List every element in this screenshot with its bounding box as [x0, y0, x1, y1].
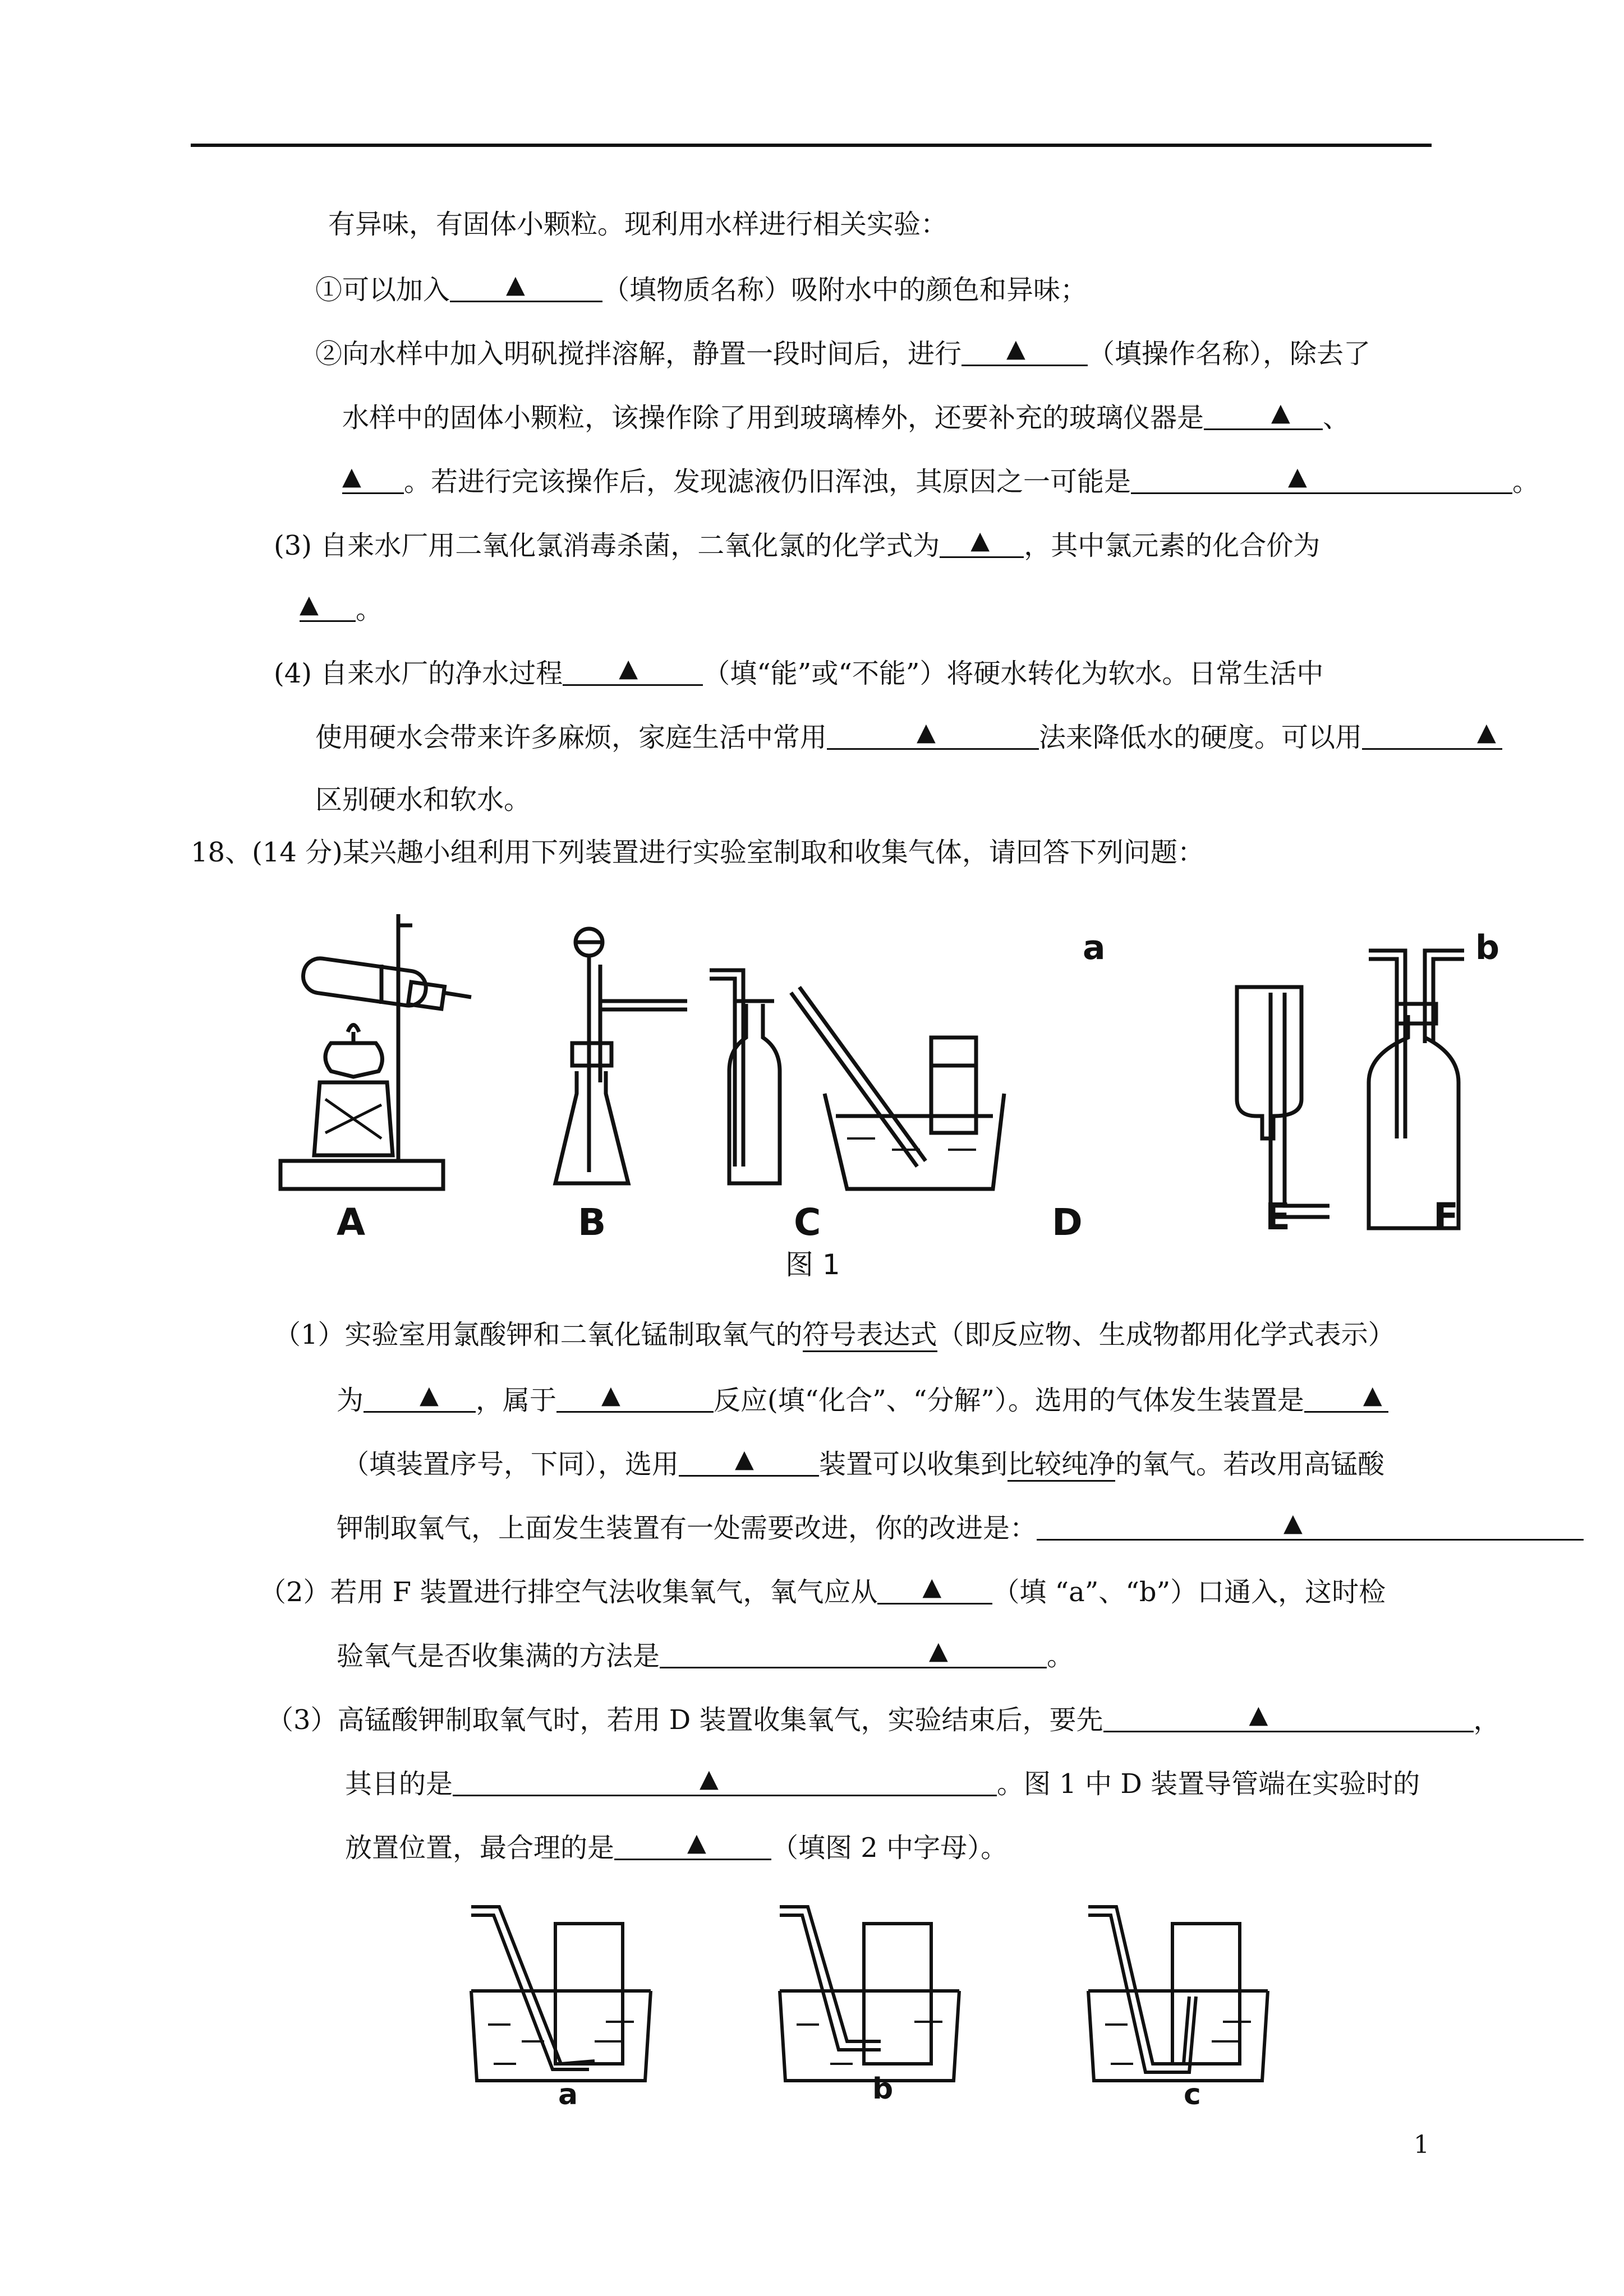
answer-blank[interactable]: ▲ [1103, 1702, 1474, 1732]
figure-1-label-d: D [1052, 1201, 1083, 1244]
text-line: 其目的是 ▲ 。图 1 中 D 装置导管端在实验时的 [345, 1764, 1420, 1800]
apparatus-d-water-trough [791, 987, 1004, 1189]
figure-1-label-b: B [578, 1201, 606, 1244]
answer-blank[interactable]: ▲ [827, 719, 1039, 750]
figure-1-label-e: E [1265, 1195, 1291, 1238]
figure-2-label-a: a [558, 2078, 578, 2111]
text-line: (3) 自来水厂用二氧化氯消毒杀菌，二氧化氯的化学式为 ▲ ，其中氯元素的化合价为 [274, 526, 1321, 561]
text-line: (4) 自来水厂的净水过程 ▲ （填“能”或“不能”）将硬水转化为软水。日常生活中 [274, 654, 1324, 689]
text-line: ▲ 。 [300, 590, 383, 625]
apparatus-f-wash-bottle [1369, 951, 1464, 1228]
text-line: ①可以加入 ▲ （填物质名称）吸附水中的颜色和异味； [315, 270, 1088, 306]
answer-blank[interactable]: ▲ [961, 335, 1088, 366]
text-line: 有异味，有固体小颗粒。现利用水样进行相关实验： [328, 209, 948, 240]
question-18-heading: 18、(14 分)某兴趣小组利用下列装置进行实验室制取和收集气体，请回答下列问题： [191, 837, 1204, 868]
text-line: ②向水样中加入明矾搅拌溶解，静置一段时间后，进行 ▲ （填操作名称），除去了 [315, 334, 1371, 370]
figure-2-label-c: c [1184, 2078, 1201, 2111]
text-line: 放置位置，最合理的是 ▲ （填图 2 中字母）。 [345, 1828, 1008, 1864]
answer-blank[interactable]: ▲ [660, 1638, 1047, 1668]
answer-blank[interactable]: ▲ [453, 1765, 997, 1796]
port-b-label: b [1475, 928, 1499, 967]
header-rule [191, 144, 1432, 147]
text-line: （1）实验室用氯酸钾和二氧化锰制取氧气的符号表达式（即反应物、生成物都用化学式表示） [274, 1318, 1395, 1352]
answer-blank[interactable]: ▲ [450, 271, 602, 302]
text-line: ▲ 。若进行完该操作后，发现滤液仍旧浑浊，其原因之一可能是 ▲ 。 [342, 462, 1540, 497]
answer-blank[interactable]: ▲ [1037, 1510, 1584, 1541]
answer-blank[interactable]: ▲ [1304, 1382, 1388, 1413]
text-line: 使用硬水会带来许多麻烦，家庭生活中常用 ▲ 法来降低水的硬度。可以用 ▲ [315, 719, 1502, 753]
figure-1-label-c: C [794, 1201, 821, 1244]
text-line: 区别硬水和软水。 [315, 784, 531, 815]
answer-blank[interactable]: ▲ [877, 1574, 992, 1605]
answer-blank[interactable]: ▲ [364, 1382, 476, 1413]
text-line: 钾制取氧气，上面发生装置有一处需要改进，你的改进是： ▲ [337, 1510, 1584, 1543]
answer-blank[interactable]: ▲ [1362, 719, 1502, 750]
apparatus-a-heating-setup [280, 914, 471, 1189]
figure-2-option-b [780, 1907, 959, 2081]
answer-blank[interactable]: ▲ [940, 527, 1024, 558]
figure-1-label-f: F [1433, 1195, 1459, 1238]
figure-2-tube-positions [460, 1896, 1290, 2097]
answer-blank[interactable]: ▲ [300, 591, 356, 622]
page-number: 1 [1414, 2131, 1429, 2159]
answer-blank[interactable]: ▲ [614, 1829, 771, 1860]
figure-2-option-c [1088, 1907, 1268, 2081]
text-line: 水样中的固体小颗粒，该操作除了用到玻璃棒外，还要补充的玻璃仪器是 ▲ 、 [342, 398, 1350, 434]
figure-1-caption: 图 1 [785, 1248, 840, 1281]
answer-blank[interactable]: ▲ [679, 1446, 819, 1477]
apparatus-e-inverted-bottle [1237, 987, 1329, 1217]
answer-blank[interactable]: ▲ [1131, 463, 1512, 494]
answer-blank[interactable]: ▲ [1204, 399, 1323, 430]
figure-2-label-b: b [872, 2072, 894, 2106]
text-line: 验氧气是否收集满的方法是 ▲ 。 [337, 1636, 1074, 1672]
answer-blank[interactable]: ▲ [342, 463, 404, 494]
figure-1-label-a: A [337, 1201, 366, 1244]
answer-blank[interactable]: ▲ [563, 655, 703, 686]
port-a-label: a [1083, 928, 1106, 967]
text-line: （3）高锰酸钾制取氧气时，若用 D 装置收集氧气，实验结束后，要先 ▲ ， [266, 1700, 1501, 1736]
apparatus-b-flask [555, 929, 687, 1183]
figure-2-option-a [471, 1907, 651, 2081]
text-line: （填装置序号，下同），选用 ▲ 装置可以收集到比较纯净的氧气。若改用高锰酸 [342, 1446, 1384, 1479]
apparatus-c-bottle [710, 970, 780, 1183]
figure-1-apparatus [269, 903, 1526, 1251]
answer-blank[interactable]: ▲ [556, 1382, 714, 1413]
text-line: 为 ▲ ，属于 ▲ 反应(填“化合”、“分解”）。选用的气体发生装置是 ▲ [337, 1382, 1388, 1416]
text-line: （2）若用 F 装置进行排空气法收集氧气，氧气应从 ▲ （填 “a”、“b”）口通入，这时检 [259, 1573, 1386, 1608]
